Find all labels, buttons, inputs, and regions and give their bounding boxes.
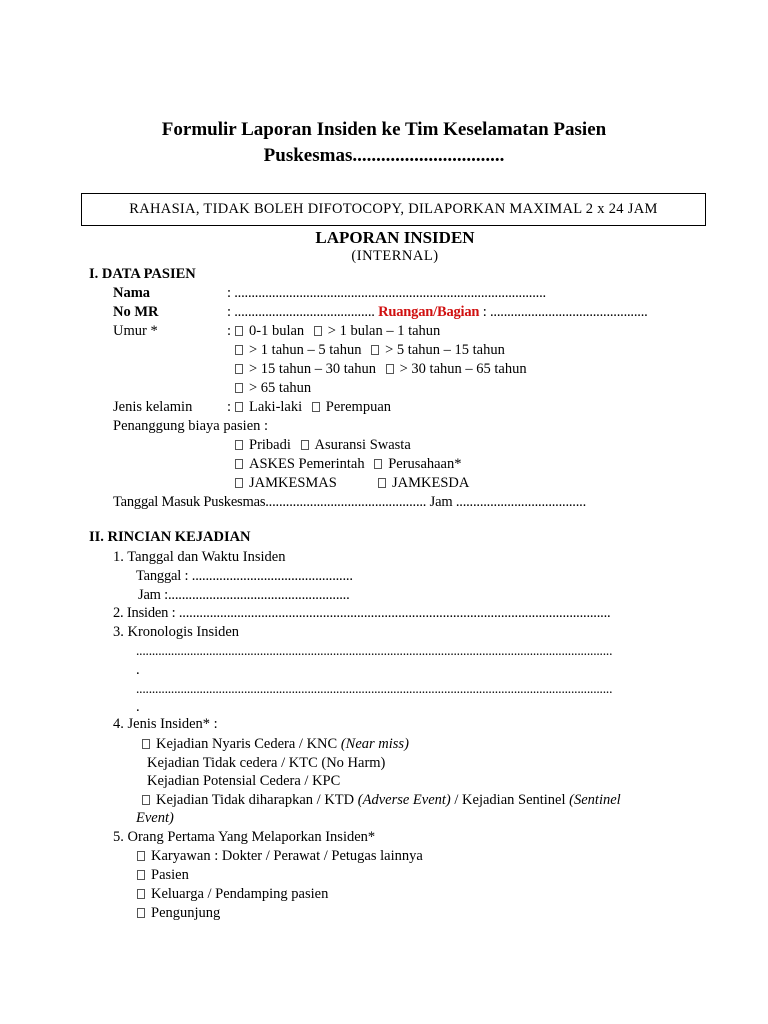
penanggung-biaya-label: Penanggung biaya pasien : [113, 418, 269, 434]
biaya-option-label: JAMKESDA [392, 475, 470, 491]
pelapor-label: Keluarga / Pendamping pasien [151, 886, 329, 902]
pelapor-label: Pasien [151, 867, 189, 883]
umur-option-label: > 1 tahun – 5 tahun [249, 342, 362, 358]
ktd-label: Kejadian Tidak diharapkan / KTD [156, 792, 355, 808]
checkbox-knc[interactable] [142, 739, 150, 749]
biaya-row-2 [235, 456, 462, 473]
pelapor-pengunjung [137, 905, 220, 922]
checkbox-pengunjung[interactable] [137, 908, 145, 918]
sentinel-english-cont: Event) [136, 810, 174, 826]
confidential-notice-text: RAHASIA, TIDAK BOLEH DIFOTOCOPY, DILAPORKAN MAXIMAL 2 x 24 JAM [129, 201, 658, 217]
biaya-row-1 [235, 437, 411, 454]
item-kronologis: 3. Kronologis Insiden [113, 624, 240, 640]
sentinel-english: (Sentinel [569, 792, 621, 808]
umur-row-2 [235, 342, 505, 359]
jenis-ktd [142, 792, 621, 809]
kronologis-line-1[interactable]: ...................................................................................................................................................... [136, 643, 613, 658]
umur-label: Umur * [113, 323, 158, 339]
umur-colon: : [227, 323, 232, 339]
nama-label: Nama [113, 285, 151, 301]
checkbox-karyawan[interactable] [137, 851, 145, 861]
checkbox-jamkesda[interactable] [378, 478, 386, 488]
checkbox-asuransi-swasta[interactable] [301, 440, 309, 450]
jk-option-label: Laki-laki [249, 399, 303, 415]
ruangan-field[interactable]: : .............................................. [482, 304, 648, 320]
umur-row-1 [235, 323, 440, 340]
checkbox-keluarga[interactable] [137, 889, 145, 899]
nomr-field[interactable] [227, 304, 648, 321]
umur-option-label: > 1 bulan – 1 tahun [327, 323, 441, 339]
umur-option-label: > 5 tahun – 15 tahun [385, 342, 505, 358]
checkbox-umur-1-bulan-1-tahun[interactable] [314, 326, 322, 336]
checkbox-pasien[interactable] [137, 870, 145, 880]
jenis-kpc: Kejadian Potensial Cedera / KPC [147, 773, 341, 789]
checkbox-umur-0-1-bulan[interactable] [235, 326, 243, 336]
pelapor-pasien [137, 867, 189, 884]
checkbox-perusahaan[interactable] [374, 459, 382, 469]
ktd-english: (Adverse Event) [357, 792, 451, 808]
report-subtitle: (INTERNAL) [351, 248, 439, 264]
jenis-kelamin-label: Jenis kelamin [113, 399, 193, 415]
pelapor-karyawan [137, 848, 423, 865]
knc-english: (Near miss) [340, 736, 409, 752]
nomr-label: No MR [113, 304, 159, 320]
knc-label: Kejadian Nyaris Cedera / KNC [156, 736, 338, 752]
jenis-knc [142, 736, 409, 753]
biaya-row-3 [235, 475, 337, 492]
biaya-option-label: Pribadi [249, 437, 291, 453]
item-jenis-insiden: 4. Jenis Insiden* : [113, 716, 218, 732]
checkbox-umur-30-65-tahun[interactable] [386, 364, 394, 374]
section-rincian-kejadian-heading: II. RINCIAN KEJADIAN [89, 529, 251, 545]
pelapor-keluarga [137, 886, 328, 903]
umur-row-4 [235, 380, 311, 397]
umur-option-label: > 65 tahun [249, 380, 312, 396]
checkbox-jamkesmas[interactable] [235, 478, 243, 488]
biaya-option-label: JAMKESMAS [249, 475, 337, 491]
kronologis-dot-2: . [136, 699, 140, 715]
insiden-field[interactable]: 2. Insiden : .............................................................................................................................. [113, 605, 611, 621]
umur-option-label: > 30 tahun – 65 tahun [399, 361, 527, 377]
biaya-option-label: ASKES Pemerintah [249, 456, 365, 472]
checkbox-perempuan[interactable] [312, 402, 320, 412]
nomr-value[interactable]: : ......................................... [227, 304, 375, 320]
checkbox-umur-65-tahun[interactable] [235, 383, 243, 393]
confidential-notice [81, 193, 706, 226]
umur-row-3 [235, 361, 527, 378]
nama-field[interactable]: : ........................................................................................... [227, 285, 546, 301]
checkbox-umur-15-30-tahun[interactable] [235, 364, 243, 374]
umur-option-label: > 15 tahun – 30 tahun [249, 361, 376, 377]
sentinel-label: / Kejadian Sentinel [454, 792, 566, 808]
checkbox-umur-5-15-tahun[interactable] [371, 345, 379, 355]
jenis-ktc: Kejadian Tidak cedera / KTC (No Harm) [147, 755, 386, 771]
checkbox-ktd[interactable] [142, 795, 150, 805]
checkbox-askes-pemerintah[interactable] [235, 459, 243, 469]
checkbox-laki-laki[interactable] [235, 402, 243, 412]
checkbox-pribadi[interactable] [235, 440, 243, 450]
pelapor-label: Karyawan : Dokter / Perawat / Petugas lainnya [151, 848, 423, 864]
jenis-kelamin-options [235, 399, 391, 416]
biaya-row-3b [378, 475, 469, 492]
umur-option-label: 0-1 bulan [249, 323, 305, 339]
pelapor-label: Pengunjung [151, 905, 221, 921]
kronologis-dot-1: . [136, 662, 140, 678]
tanggal-masuk-field[interactable]: Tanggal Masuk Puskesmas............................................... Jam ...................................... [113, 494, 586, 510]
form-subtitle: Puskesmas................................ [263, 145, 505, 166]
jam-insiden-field[interactable]: Jam :..................................................... [138, 587, 350, 603]
tanggal-insiden-field[interactable]: Tanggal : ............................................... [136, 568, 353, 584]
kronologis-line-2[interactable]: ...................................................................................................................................................... [136, 681, 613, 696]
biaya-option-label: Asuransi Swasta [314, 437, 411, 453]
form-title: Formulir Laporan Insiden ke Tim Keselamatan Pasien [161, 119, 607, 140]
section-data-pasien-heading: I. DATA PASIEN [89, 266, 196, 282]
item-tanggal-waktu: 1. Tanggal dan Waktu Insiden [113, 549, 286, 565]
biaya-option-label: Perusahaan* [388, 456, 462, 472]
jenis-kelamin-colon: : [227, 399, 232, 415]
ruangan-label: Ruangan/Bagian [378, 304, 480, 320]
jk-option-label: Perempuan [325, 399, 392, 415]
item-orang-pertama: 5. Orang Pertama Yang Melaporkan Insiden* [113, 829, 376, 845]
report-title: LAPORAN INSIDEN [315, 228, 475, 247]
checkbox-umur-1-5-tahun[interactable] [235, 345, 243, 355]
